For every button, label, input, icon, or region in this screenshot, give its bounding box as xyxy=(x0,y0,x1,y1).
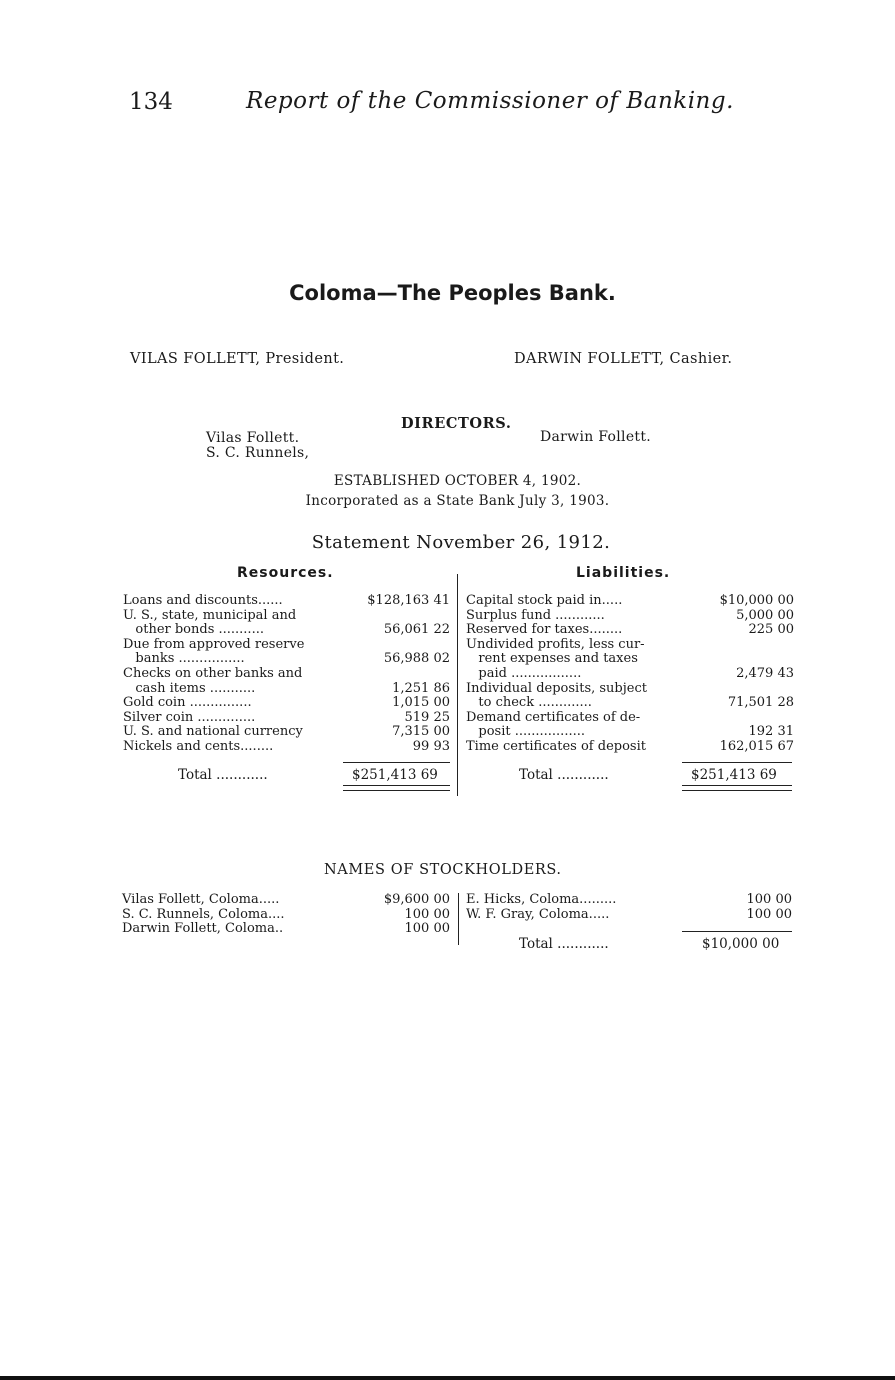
stockholder-amount: 100 00 xyxy=(746,892,792,907)
resource-label: Nickels and cents........ xyxy=(123,739,274,754)
liability-amount: 2,479 43 xyxy=(736,666,794,681)
stockholder-amount: 100 00 xyxy=(746,906,792,922)
stockholders-sum-rule xyxy=(682,931,792,932)
stockholder-label: W. F. Gray, Coloma..... xyxy=(466,906,610,922)
stockholder-label: S. C. Runnels, Coloma.... xyxy=(122,906,285,922)
resource-amount: 56,061 22 xyxy=(383,622,450,638)
stockholder-amount: 100 00 xyxy=(404,906,450,922)
resource-label: other bonds ........... xyxy=(123,622,264,638)
page-number: 134 xyxy=(129,89,173,115)
resource-amount: 7,315 00 xyxy=(392,724,450,740)
directors-heading: DIRECTORS. xyxy=(401,415,512,432)
resource-amount: 1,251 86 xyxy=(392,680,450,696)
resources-heading: Resources. xyxy=(237,565,334,581)
liability-amount: 225 00 xyxy=(748,622,794,638)
resources-total-label: Total ............ xyxy=(178,767,268,783)
liability-row xyxy=(466,609,794,624)
liability-row xyxy=(466,725,794,740)
stockholder-amount: 100 00 xyxy=(404,921,450,937)
liability-amount: 162,015 67 xyxy=(719,739,794,754)
resource-row xyxy=(123,711,450,726)
liabilities-double-rule xyxy=(682,785,792,791)
liability-amount: $10,000 00 xyxy=(719,593,794,608)
resource-label: banks ................ xyxy=(123,651,245,667)
running-title: Report of the Commissioner of Banking. xyxy=(246,88,734,114)
incorporated-line: Incorporated as a State Bank July 3, 1903. xyxy=(305,493,610,509)
resource-label: Checks on other banks and xyxy=(123,666,303,681)
stockholder-row xyxy=(466,893,792,908)
liability-row xyxy=(466,682,794,697)
resource-label: Loans and discounts...... xyxy=(123,593,283,608)
liability-row xyxy=(466,652,794,667)
resource-row xyxy=(123,652,450,667)
resource-row xyxy=(123,740,450,755)
liability-amount: 71,501 28 xyxy=(727,695,794,711)
resource-label: cash items ........... xyxy=(123,680,256,696)
page-edge-rule xyxy=(0,1376,895,1380)
liability-row xyxy=(466,696,794,711)
resource-row xyxy=(123,725,450,740)
liability-label: Surplus fund ............ xyxy=(466,607,605,623)
liability-row xyxy=(466,667,794,682)
resource-label: Due from approved reserve xyxy=(123,636,305,652)
liability-label: Time certificates of deposit xyxy=(466,739,646,754)
stockholder-label: E. Hicks, Coloma......... xyxy=(466,892,617,907)
liabilities-total-label: Total ............ xyxy=(519,767,609,783)
resource-row xyxy=(123,623,450,638)
resources-sum-rule xyxy=(343,762,450,763)
liability-label: Reserved for taxes........ xyxy=(466,622,623,638)
resource-row xyxy=(123,667,450,682)
stockholders-total: $10,000 00 xyxy=(702,936,780,952)
liability-row xyxy=(466,711,794,726)
liability-label: Undivided profits, less cur- xyxy=(466,636,645,652)
resource-row xyxy=(123,594,450,609)
stockholder-row xyxy=(122,922,450,937)
liability-amount: 192 31 xyxy=(748,724,794,740)
liabilities-total: $251,413 69 xyxy=(691,767,777,783)
resources-total: $251,413 69 xyxy=(352,767,438,783)
resource-amount: 1,015 00 xyxy=(392,695,450,711)
stockholder-label: Darwin Follett, Coloma.. xyxy=(122,921,284,937)
liability-label: rent expenses and taxes xyxy=(466,651,638,667)
liability-label: paid ................. xyxy=(466,666,582,681)
liability-row xyxy=(466,594,794,609)
stockholders-divider xyxy=(458,893,459,945)
stockholder-row xyxy=(466,908,792,923)
stockholders-heading: NAMES OF STOCKHOLDERS. xyxy=(324,862,562,878)
bank-title: Coloma—The Peoples Bank. xyxy=(289,281,616,305)
resource-row xyxy=(123,682,450,697)
stockholder-amount: $9,600 00 xyxy=(383,892,450,907)
resource-row xyxy=(123,638,450,653)
stockholder-row xyxy=(122,908,450,923)
resource-label: U. S., state, municipal and xyxy=(123,607,297,623)
liability-row xyxy=(466,740,794,755)
column-divider xyxy=(457,574,458,796)
stockholder-row xyxy=(122,893,450,908)
resource-row xyxy=(123,609,450,624)
liability-label: Capital stock paid in..... xyxy=(466,593,623,608)
stockholder-label: Vilas Follett, Coloma..... xyxy=(122,892,280,907)
liability-row xyxy=(466,638,794,653)
president: VILAS FOLLETT, President. xyxy=(130,351,345,367)
cashier: DARWIN FOLLETT, Cashier. xyxy=(514,351,733,367)
director-name: Darwin Follett. xyxy=(540,429,652,445)
liabilities-sum-rule xyxy=(682,762,792,763)
resource-row xyxy=(123,696,450,711)
established-line: ESTABLISHED OCTOBER 4, 1902. xyxy=(333,473,582,489)
liability-label: Demand certificates of de- xyxy=(466,709,641,725)
resource-amount: $128,163 41 xyxy=(367,593,450,608)
liability-amount: 5,000 00 xyxy=(736,607,794,623)
resource-amount: 99 93 xyxy=(412,739,450,754)
resource-label: Gold coin ............... xyxy=(123,695,252,711)
director-name: Vilas Follett. xyxy=(206,430,300,446)
liabilities-heading: Liabilities. xyxy=(576,565,671,581)
resources-double-rule xyxy=(343,785,450,791)
statement-title: Statement November 26, 1912. xyxy=(311,532,611,553)
liability-label: Individual deposits, subject xyxy=(466,680,647,696)
resource-amount: 519 25 xyxy=(404,709,450,725)
resource-label: U. S. and national currency xyxy=(123,724,303,740)
resource-label: Silver coin .............. xyxy=(123,709,256,725)
liability-label: posit ................. xyxy=(466,724,585,740)
liability-label: to check ............. xyxy=(466,695,592,711)
liability-row xyxy=(466,623,794,638)
director-name: S. C. Runnels, xyxy=(206,445,310,461)
stockholders-total-label: Total ............ xyxy=(519,936,609,952)
resource-amount: 56,988 02 xyxy=(383,651,450,667)
